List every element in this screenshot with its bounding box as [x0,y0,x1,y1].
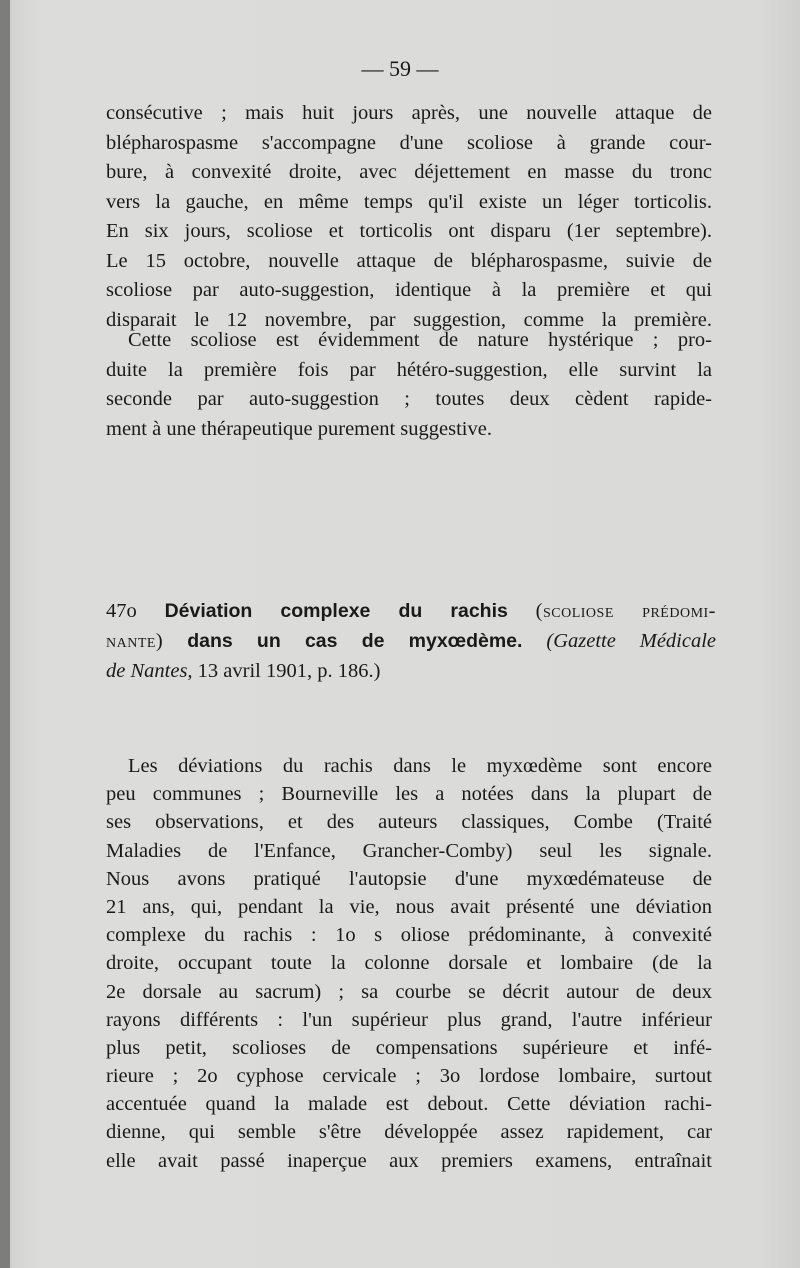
text-line: elle avait passé inaperçue aux premiers examens, entraînait [106,1149,712,1172]
text-line: accentuée quand la malade est debout. Cette déviation rachi- [106,1093,712,1116]
text-line: bure, à convexité droite, avec déjettement en masse du tronc [106,161,712,183]
text-line: peu communes ; Bourneville les a notées dans la plupart de [106,783,712,806]
heading-smallcaps: (scoliose prédomi- [535,600,717,622]
section-heading [106,596,716,686]
heading-line-3 [106,656,716,686]
heading-line-1 [106,596,716,626]
text-line: dienne, qui semble s'être développée assez rapidement, car [106,1121,712,1144]
text-line: Le 15 octobre, nouvelle attaque de blépharospasme, suivie de [106,249,712,272]
book-spine-shadow [0,0,10,1268]
text-line: droite, occupant toute la colonne dorsale et lombaire (de la [106,952,712,975]
text-line: rayons différents : l'un supérieur plus grand, l'autre inférieur [106,1008,712,1031]
text-line: scoliose par auto-suggestion, identique à la première et qui [106,279,712,301]
journal-name: (Gazette Médicale [546,630,717,652]
page-number: — 59 — [361,56,439,81]
text-line: vers la gauche, en même temps qu'il existe un léger torticolis. [106,190,712,213]
journal-name: de Nantes, [106,660,193,682]
paragraph-1 [106,99,712,335]
text-line: Les déviations du rachis dans le myxœdème sont encore [128,755,712,777]
text-line: 2e dorsale au sacrum) ; sa courbe se décrit autour de deux [106,980,712,1003]
text-line: consécutive ; mais huit jours après, une nouvelle attaque de [106,102,712,124]
text-line: duite la première fois par hétéro-suggestion, elle survint la [106,358,712,381]
text-line: Nous avons pratiqué l'autopsie d'une myxœdémateuse de [106,867,712,890]
text-line: rieure ; 2o cyphose cervicale ; 3o lordose lombaire, surtout [106,1065,712,1088]
text-line: En six jours, scoliose et torticolis ont disparu (1er septembre). [106,220,712,242]
text-line: plus petit, scolioses de compensations supérieure et infé- [106,1036,712,1059]
text-line: Cette scoliose est évidemment de nature hystérique ; pro- [128,329,712,351]
text-line: disparait le 12 novembre, par suggestion, comme la première. [106,308,712,331]
text-line: blépharospasme s'accompagne d'une scoliose à grande cour- [106,131,712,154]
paragraph-2 [106,326,712,444]
text-line: Maladies de l'Enfance, Grancher-Comby) seul les signale. [106,839,712,862]
citation: 13 avril 1901, p. 186.) [197,660,381,682]
heading-line-2 [106,626,716,656]
entry-number: 47o [106,600,137,622]
text-line: complexe du rachis : 1o s oliose prédominante, à convexité [106,924,712,947]
heading-title-bold: dans un cas de myxœdème. [187,630,523,652]
text-line: seconde par auto-suggestion ; toutes deux cèdent rapide- [106,388,712,410]
text-line: 21 ans, qui, pendant la vie, nous avait présenté une déviation [106,895,712,918]
paragraph-3 [106,752,712,1175]
text-line: ses observations, et des auteurs classiques, Combe (Traité [106,811,712,834]
heading-title-bold: Déviation complexe du rachis [164,600,508,622]
heading-smallcaps: nante) [106,630,164,652]
text-line: ment à une thérapeutique purement suggestive. [106,417,492,440]
